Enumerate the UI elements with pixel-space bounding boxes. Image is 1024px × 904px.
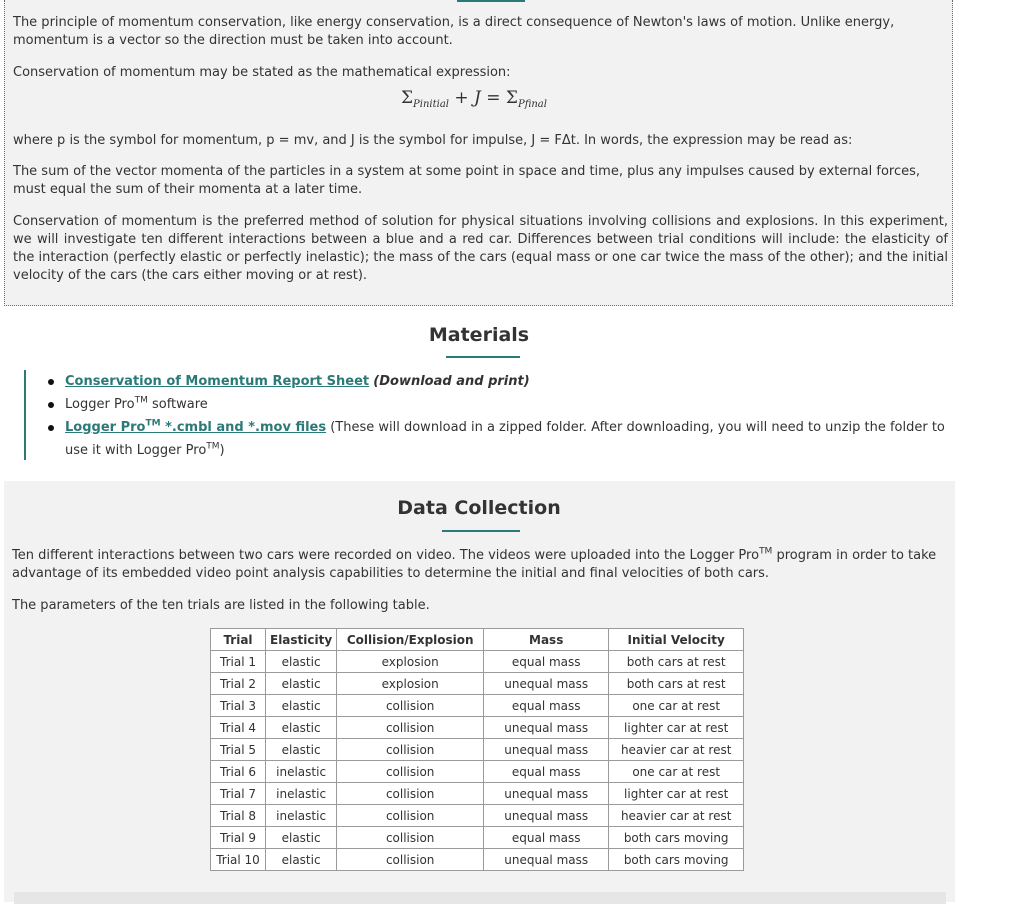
bullet-icon bbox=[48, 379, 54, 385]
table-cell: Trial 3 bbox=[211, 695, 266, 717]
table-cell: equal mass bbox=[484, 695, 609, 717]
column-header-collision-explosion: Collision/Explosion bbox=[337, 629, 484, 651]
data-collection-section bbox=[4, 481, 955, 902]
data-collection-heading-wrap bbox=[364, 497, 594, 519]
trials-table bbox=[210, 628, 744, 871]
column-header-trial: Trial bbox=[211, 629, 266, 651]
momentum-equation: $\Sigma_{Pinitial} + J = \Sigma_{Pfinal}$ bbox=[401, 88, 547, 110]
intro-paragraph-3: where p is the symbol for momentum, p = mv, and J is the symbol for impulse, J = FΔt. In words, the expression may be read as: bbox=[13, 133, 853, 148]
table-row bbox=[211, 673, 744, 695]
trademark-sup: TM bbox=[134, 395, 148, 406]
files-note-close: ) bbox=[219, 443, 225, 458]
table-cell: collision bbox=[337, 695, 484, 717]
column-header-elasticity: Elasticity bbox=[266, 629, 337, 651]
table-row bbox=[211, 651, 744, 673]
next-section-strip bbox=[14, 892, 946, 904]
table-cell: collision bbox=[337, 805, 484, 827]
table-cell: Trial 9 bbox=[211, 827, 266, 849]
materials-heading-wrap bbox=[380, 324, 578, 346]
accent-bar bbox=[457, 0, 525, 2]
intro-paragraph-4: The sum of the vector momenta of the particles in a system at some point in space and time, plus any impulses caused by external forces, must equal the sum of their momenta at a later time. bbox=[13, 164, 921, 197]
table-cell: Trial 5 bbox=[211, 739, 266, 761]
table-header-row bbox=[211, 629, 744, 651]
table-cell: Trial 1 bbox=[211, 651, 266, 673]
materials-heading: Materials bbox=[428, 324, 530, 346]
intro-section bbox=[4, 0, 953, 306]
bullet-icon bbox=[48, 402, 54, 408]
table-cell: elastic bbox=[266, 827, 337, 849]
materials-item-files bbox=[26, 416, 954, 462]
table-cell: collision bbox=[337, 761, 484, 783]
table-cell: Trial 7 bbox=[211, 783, 266, 805]
table-cell: elastic bbox=[266, 739, 337, 761]
table-cell: elastic bbox=[266, 717, 337, 739]
report-sheet-link[interactable]: Conservation of Momentum Report Sheet bbox=[65, 374, 370, 389]
table-cell: collision bbox=[337, 739, 484, 761]
table-cell: unequal mass bbox=[484, 849, 609, 871]
column-header-mass: Mass bbox=[484, 629, 609, 651]
table-cell: Trial 8 bbox=[211, 805, 266, 827]
materials-heading-underline bbox=[446, 356, 520, 358]
table-cell: Trial 4 bbox=[211, 717, 266, 739]
table-cell: unequal mass bbox=[484, 783, 609, 805]
table-cell: equal mass bbox=[484, 651, 609, 673]
table-cell: elastic bbox=[266, 673, 337, 695]
data-collection-paragraph-1: Ten different interactions between two cars were recorded on video. The videos were uploaded into the Logger Pro™ program in order to take advantage of its embedded video point analysis capabilities to determine the initial and final velocities of both cars. bbox=[12, 546, 937, 581]
table-cell: collision bbox=[337, 849, 484, 871]
table-row bbox=[211, 805, 744, 827]
table-cell: inelastic bbox=[266, 805, 337, 827]
table-cell: unequal mass bbox=[484, 717, 609, 739]
table-cell: both cars at rest bbox=[609, 651, 744, 673]
table-cell: collision bbox=[337, 783, 484, 805]
table-cell: one car at rest bbox=[609, 761, 744, 783]
logger-pro-files-link[interactable]: Logger Pro™ *.cmbl and *.mov files bbox=[65, 418, 327, 435]
table-row bbox=[211, 827, 744, 849]
bullet-icon bbox=[48, 425, 54, 431]
logger-pro-label: Logger Pro bbox=[65, 397, 135, 412]
intro-paragraph-1: The principle of momentum conservation, like energy conservation, is a direct consequence of Newton's laws of motion. Unlike energy, momentum is a vector so the direction must be taken into account. bbox=[13, 15, 895, 48]
table-cell: explosion bbox=[337, 673, 484, 695]
materials-list bbox=[24, 370, 954, 460]
table-cell: equal mass bbox=[484, 761, 609, 783]
intro-paragraph-5: Conservation of momentum is the preferred method of solution for physical situations involving collisions and explosions. In this experiment, we will investigate ten different interactions between a blue and a red car. Differences between trial conditions will include: the elasticity of the interaction (perfectly elastic or perfectly inelastic); the mass of the cars (equal mass or one car twice the mass of the other); and the initial velocity of the cars (the cars either moving or at rest). bbox=[13, 214, 948, 283]
table-cell: equal mass bbox=[484, 827, 609, 849]
software-label: software bbox=[147, 397, 208, 412]
table-row bbox=[211, 739, 744, 761]
table-cell: both cars at rest bbox=[609, 673, 744, 695]
table-cell: collision bbox=[337, 717, 484, 739]
table-cell: heavier car at rest bbox=[609, 805, 744, 827]
table-row bbox=[211, 849, 744, 871]
table-cell: explosion bbox=[337, 651, 484, 673]
table-row bbox=[211, 761, 744, 783]
table-row bbox=[211, 783, 744, 805]
table-cell: inelastic bbox=[266, 783, 337, 805]
table-cell: Trial 2 bbox=[211, 673, 266, 695]
table-cell: both cars moving bbox=[609, 849, 744, 871]
table-row bbox=[211, 695, 744, 717]
data-collection-heading: Data Collection bbox=[397, 497, 561, 519]
materials-item-logger-pro bbox=[26, 393, 954, 416]
table-cell: unequal mass bbox=[484, 673, 609, 695]
data-collection-heading-underline bbox=[442, 530, 520, 532]
table-cell: lighter car at rest bbox=[609, 783, 744, 805]
table-cell: both cars moving bbox=[609, 827, 744, 849]
table-cell: Trial 10 bbox=[211, 849, 266, 871]
table-cell: elastic bbox=[266, 849, 337, 871]
files-note: (These will download in a zipped folder. After downloading, you will need to unzip the folder to use it with Logger Pro bbox=[65, 420, 945, 458]
report-sheet-note: (Download and print) bbox=[373, 374, 530, 389]
intro-paragraph-2: Conservation of momentum may be stated as the mathematical expression: bbox=[13, 65, 511, 80]
table-cell: inelastic bbox=[266, 761, 337, 783]
table-cell: collision bbox=[337, 827, 484, 849]
table-cell: lighter car at rest bbox=[609, 717, 744, 739]
table-cell: elastic bbox=[266, 695, 337, 717]
table-cell: unequal mass bbox=[484, 805, 609, 827]
table-cell: Trial 6 bbox=[211, 761, 266, 783]
column-header-initial-velocity: Initial Velocity bbox=[609, 629, 744, 651]
materials-item-report-sheet bbox=[26, 370, 954, 393]
table-cell: unequal mass bbox=[484, 739, 609, 761]
table-cell: elastic bbox=[266, 651, 337, 673]
trademark-sup: TM bbox=[206, 441, 220, 452]
table-cell: heavier car at rest bbox=[609, 739, 744, 761]
data-collection-paragraph-2: The parameters of the ten trials are listed in the following table. bbox=[12, 598, 430, 613]
table-row bbox=[211, 717, 744, 739]
table-cell: one car at rest bbox=[609, 695, 744, 717]
